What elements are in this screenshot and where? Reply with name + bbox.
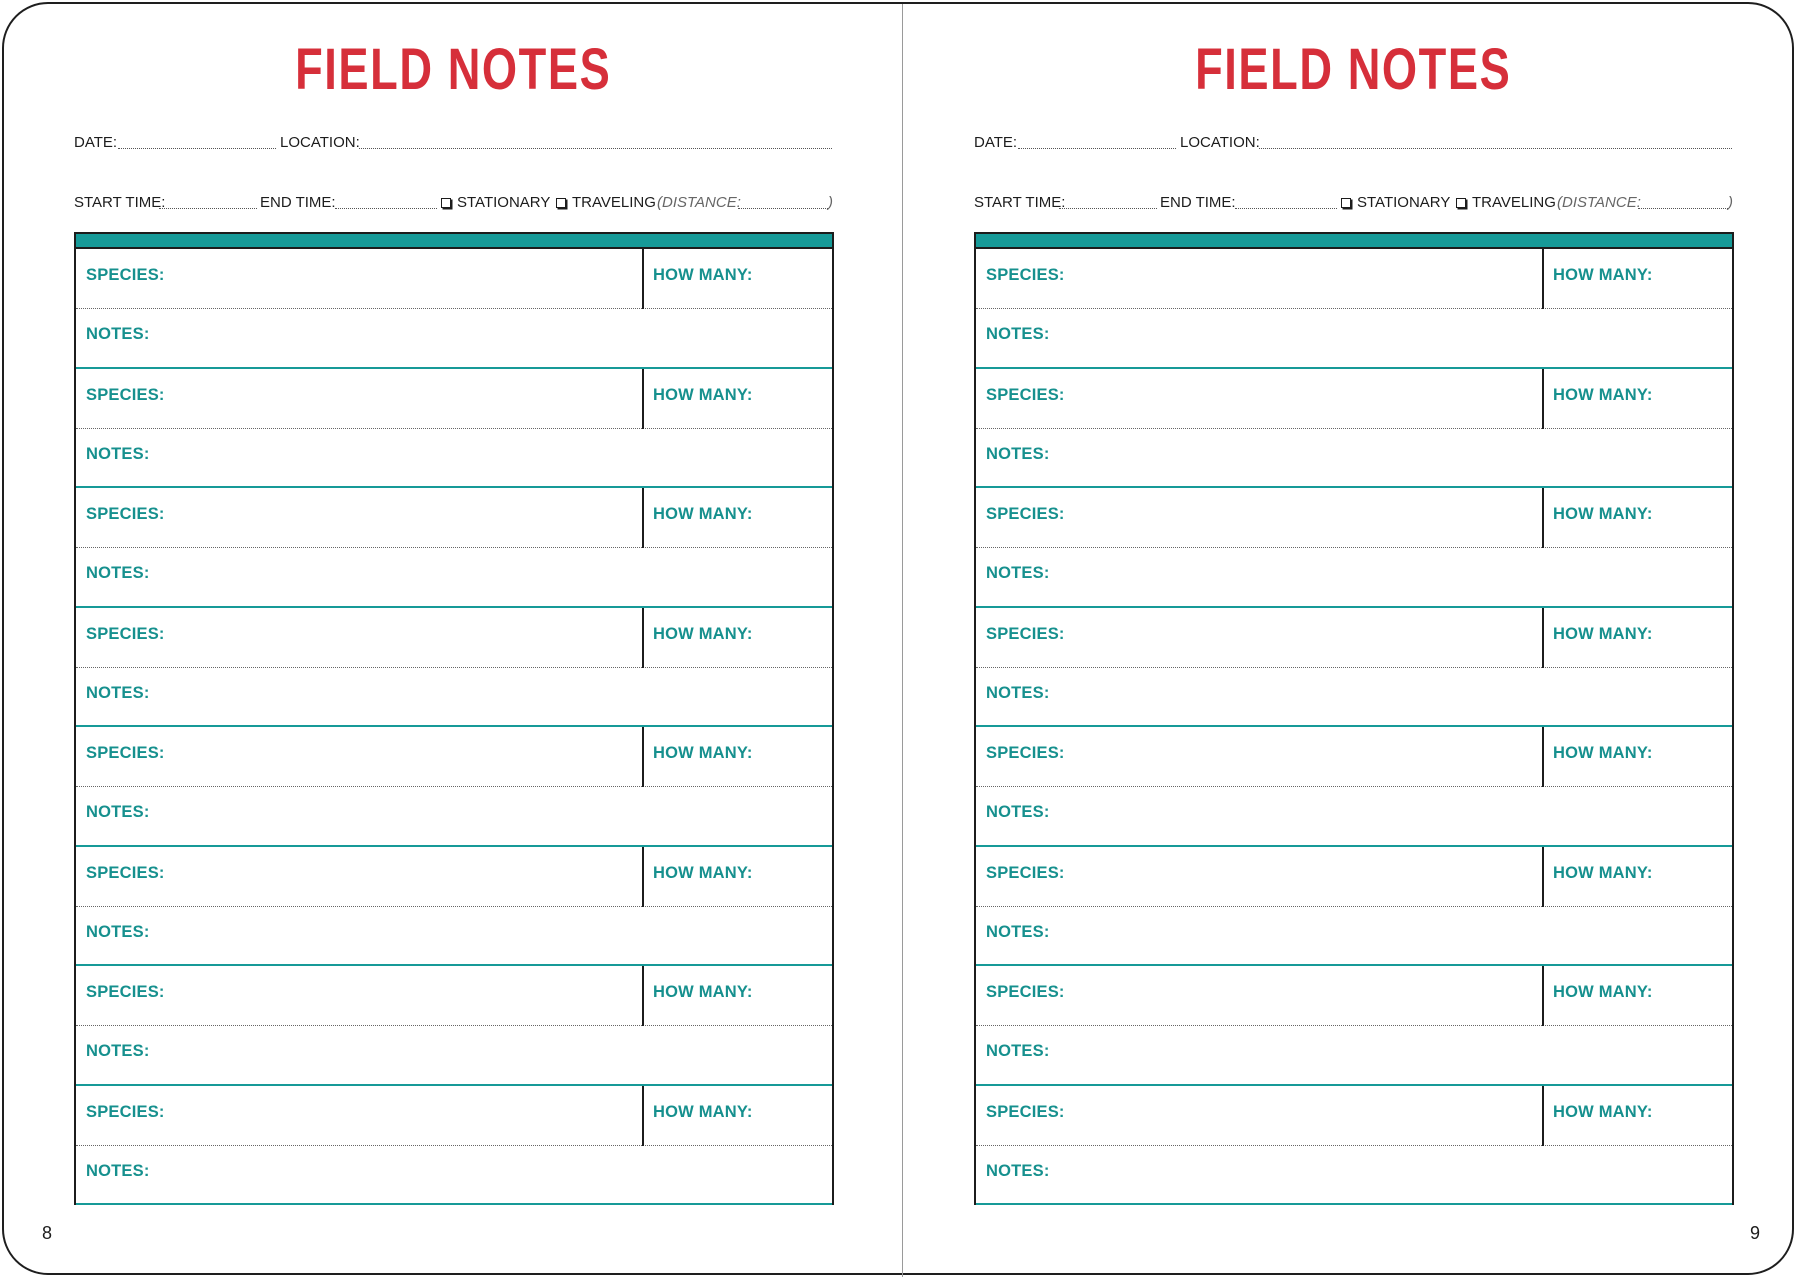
end-time-field[interactable] <box>1235 208 1337 209</box>
location-label: LOCATION: <box>280 134 360 151</box>
species-entry <box>76 1086 832 1206</box>
column-divider <box>642 249 644 309</box>
page-gutter <box>902 4 903 1277</box>
notes-row[interactable] <box>76 1026 832 1086</box>
species-row[interactable] <box>976 966 1732 1026</box>
species-entry <box>976 249 1732 369</box>
notes-label: NOTES: <box>986 922 1050 941</box>
species-label: SPECIES: <box>86 266 165 284</box>
distance-field[interactable] <box>1638 208 1728 209</box>
how-many-label: HOW MANY: <box>653 983 753 1001</box>
species-label: SPECIES: <box>986 863 1065 882</box>
how-many-label: HOW MANY: <box>653 505 753 523</box>
time-row <box>974 194 1732 216</box>
how-many-label: HOW MANY: <box>1553 505 1653 523</box>
how-many-label: HOW MANY: <box>653 266 753 284</box>
traveling-label: TRAVELING <box>572 194 656 211</box>
column-divider <box>642 369 644 429</box>
date-label: DATE: <box>74 134 118 151</box>
species-log-box <box>974 232 1734 1205</box>
how-many-label: HOW MANY: <box>1553 744 1653 762</box>
species-row[interactable] <box>976 1086 1732 1146</box>
notes-row[interactable] <box>76 548 832 608</box>
notes-label: NOTES: <box>986 803 1050 821</box>
column-divider <box>642 488 644 548</box>
species-entry <box>76 608 832 728</box>
start-time-field[interactable] <box>159 208 257 209</box>
notes-label: NOTES: <box>86 444 150 463</box>
species-label: SPECIES: <box>86 863 165 882</box>
column-divider <box>1542 966 1544 1026</box>
notes-row[interactable] <box>76 429 832 489</box>
species-label: SPECIES: <box>86 1102 165 1121</box>
date-location-row <box>974 134 1732 156</box>
species-entry <box>976 1086 1732 1206</box>
species-row[interactable] <box>976 369 1732 429</box>
distance-label: (DISTANCE: <box>657 194 741 211</box>
notes-label: NOTES: <box>86 325 150 343</box>
stationary-label: STATIONARY <box>457 194 551 211</box>
how-many-label: HOW MANY: <box>1553 266 1653 284</box>
date-field[interactable] <box>1018 148 1176 149</box>
start-time-label: START TIME: <box>74 194 166 211</box>
species-row[interactable] <box>76 249 832 309</box>
how-many-label: HOW MANY: <box>1553 385 1653 404</box>
stationary-checkbox[interactable] <box>441 198 451 208</box>
species-label: SPECIES: <box>986 624 1065 643</box>
end-time-field[interactable] <box>335 208 437 209</box>
notes-row[interactable] <box>976 309 1732 369</box>
distance-label: (DISTANCE: <box>1557 194 1641 211</box>
species-label: SPECIES: <box>86 983 165 1001</box>
distance-close: ) <box>828 194 833 211</box>
column-divider <box>642 1086 644 1146</box>
how-many-label: HOW MANY: <box>1553 863 1653 882</box>
column-divider <box>642 847 644 907</box>
notes-label: NOTES: <box>86 683 150 702</box>
species-row[interactable] <box>976 608 1732 668</box>
species-label: SPECIES: <box>986 505 1065 523</box>
how-many-label: HOW MANY: <box>653 744 753 762</box>
species-label: SPECIES: <box>86 624 165 643</box>
species-entry <box>976 966 1732 1086</box>
start-time-label: START TIME: <box>974 194 1066 211</box>
distance-close: ) <box>1728 194 1733 211</box>
notes-label: NOTES: <box>86 803 150 821</box>
species-entry <box>976 608 1732 728</box>
log-header-bar <box>974 232 1734 249</box>
species-log-box <box>74 232 834 1205</box>
species-entry <box>76 369 832 489</box>
species-entry <box>76 249 832 369</box>
date-label: DATE: <box>974 134 1018 151</box>
stationary-option[interactable] <box>1341 194 1450 211</box>
species-row[interactable] <box>76 966 832 1026</box>
how-many-label: HOW MANY: <box>653 385 753 404</box>
how-many-label: HOW MANY: <box>1553 983 1653 1001</box>
notes-row[interactable] <box>76 668 832 728</box>
how-many-label: HOW MANY: <box>653 624 753 643</box>
species-entry <box>76 966 832 1086</box>
species-entry <box>976 488 1732 608</box>
species-row[interactable] <box>976 488 1732 548</box>
notes-label: NOTES: <box>986 1161 1050 1180</box>
column-divider <box>1542 369 1544 429</box>
stationary-checkbox[interactable] <box>1341 198 1351 208</box>
column-divider <box>1542 1086 1544 1146</box>
notes-label: NOTES: <box>986 444 1050 463</box>
location-label: LOCATION: <box>1180 134 1260 151</box>
notes-label: NOTES: <box>86 922 150 941</box>
traveling-option[interactable] <box>556 194 656 211</box>
species-entry <box>76 727 832 847</box>
species-row[interactable] <box>76 847 832 907</box>
page-number: 9 <box>1750 1223 1761 1243</box>
column-divider <box>642 608 644 668</box>
column-divider <box>1542 488 1544 548</box>
end-time-label: END TIME: <box>1160 194 1236 211</box>
notes-row[interactable] <box>976 1146 1732 1206</box>
log-header-bar <box>74 232 834 249</box>
species-label: SPECIES: <box>86 744 165 762</box>
stationary-option[interactable] <box>441 194 550 211</box>
column-divider <box>642 966 644 1026</box>
species-label: SPECIES: <box>986 266 1065 284</box>
column-divider <box>1542 727 1544 787</box>
page-title: FIELD NOTES <box>295 37 612 102</box>
notes-label: NOTES: <box>986 564 1050 582</box>
species-label: SPECIES: <box>86 505 165 523</box>
notes-label: NOTES: <box>86 1042 150 1060</box>
notes-row[interactable] <box>76 309 832 369</box>
how-many-label: HOW MANY: <box>1553 1102 1653 1121</box>
end-time-label: END TIME: <box>260 194 336 211</box>
species-row[interactable] <box>976 249 1732 309</box>
page-title: FIELD NOTES <box>1195 37 1512 102</box>
date-location-row <box>74 134 832 156</box>
species-row[interactable] <box>76 608 832 668</box>
column-divider <box>1542 249 1544 309</box>
notes-label: NOTES: <box>986 1042 1050 1060</box>
location-field[interactable] <box>1259 148 1732 149</box>
species-entry <box>76 488 832 608</box>
column-divider <box>1542 847 1544 907</box>
species-row[interactable] <box>976 847 1732 907</box>
species-row[interactable] <box>76 369 832 429</box>
location-field[interactable] <box>359 148 832 149</box>
notes-row[interactable] <box>976 1026 1732 1086</box>
traveling-checkbox[interactable] <box>556 198 566 208</box>
species-entry <box>976 727 1732 847</box>
species-label: SPECIES: <box>986 1102 1065 1121</box>
left-page <box>4 4 902 1277</box>
species-label: SPECIES: <box>986 385 1065 404</box>
column-divider <box>1542 608 1544 668</box>
species-row[interactable] <box>76 727 832 787</box>
distance-field[interactable] <box>738 208 828 209</box>
notes-label: NOTES: <box>86 1161 150 1180</box>
notes-row[interactable] <box>76 787 832 847</box>
notes-label: NOTES: <box>986 325 1050 343</box>
how-many-label: HOW MANY: <box>653 863 753 882</box>
species-entry <box>76 847 832 967</box>
species-entry <box>976 847 1732 967</box>
notes-row[interactable] <box>976 787 1732 847</box>
species-label: SPECIES: <box>986 983 1065 1001</box>
notes-row[interactable] <box>976 668 1732 728</box>
notebook-spread <box>2 2 1794 1275</box>
traveling-checkbox[interactable] <box>1456 198 1466 208</box>
species-entry <box>976 369 1732 489</box>
notes-row[interactable] <box>976 548 1732 608</box>
traveling-option[interactable] <box>1456 194 1556 211</box>
column-divider <box>642 727 644 787</box>
notes-row[interactable] <box>976 907 1732 967</box>
start-time-field[interactable] <box>1059 208 1157 209</box>
how-many-label: HOW MANY: <box>1553 624 1653 643</box>
notes-row[interactable] <box>976 429 1732 489</box>
species-row[interactable] <box>76 1086 832 1146</box>
species-label: SPECIES: <box>86 385 165 404</box>
notes-label: NOTES: <box>986 683 1050 702</box>
date-field[interactable] <box>118 148 276 149</box>
right-page <box>904 4 1800 1277</box>
how-many-label: HOW MANY: <box>653 1102 753 1121</box>
species-row[interactable] <box>76 488 832 548</box>
species-label: SPECIES: <box>986 744 1065 762</box>
page-number: 8 <box>42 1223 53 1243</box>
notes-label: NOTES: <box>86 564 150 582</box>
notes-row[interactable] <box>76 907 832 967</box>
species-row[interactable] <box>976 727 1732 787</box>
stationary-label: STATIONARY <box>1357 194 1451 211</box>
traveling-label: TRAVELING <box>1472 194 1556 211</box>
time-row <box>74 194 832 216</box>
notes-row[interactable] <box>76 1146 832 1206</box>
